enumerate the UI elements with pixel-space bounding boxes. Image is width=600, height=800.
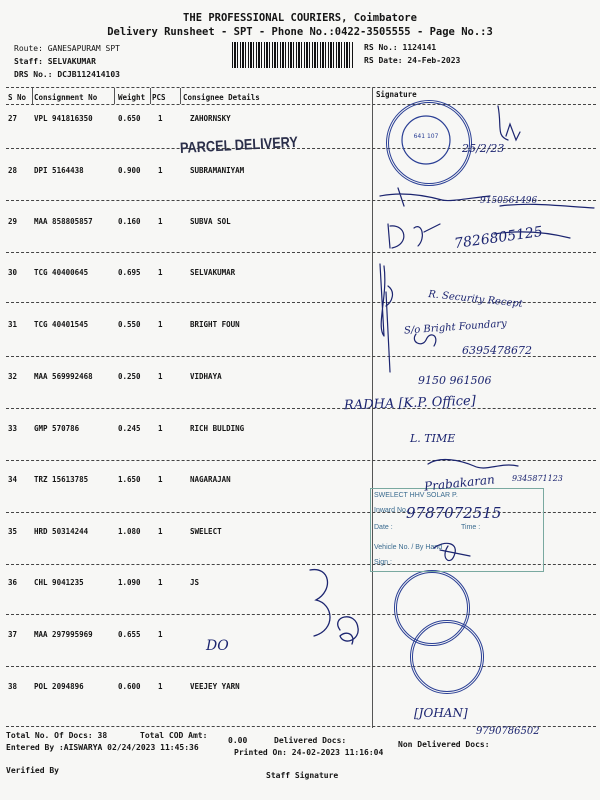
verified-by: Verified By (6, 766, 59, 775)
col-signature: Signature (376, 90, 417, 99)
row-sno: 36 (8, 578, 18, 587)
row-consignment: TRZ 15613785 (34, 475, 89, 484)
table-row (0, 372, 372, 386)
handwritten-date: 25/2/23 (462, 142, 505, 155)
table-row (0, 682, 372, 696)
row-consignment: DPI 5164438 (34, 166, 84, 175)
handwritten-note: R. Security Recept (427, 289, 524, 310)
col-divider (180, 88, 181, 104)
signature-scribble (300, 560, 380, 680)
row-pcs: 1 (158, 372, 163, 381)
handwritten-note: RADHA [K.P. Office] (343, 393, 477, 414)
table-row (0, 320, 372, 334)
row-sno: 32 (8, 372, 18, 381)
row-weight: 0.900 (118, 166, 141, 175)
row-weight: 0.655 (118, 630, 141, 639)
row-pcs: 1 (158, 475, 163, 484)
total-docs: Total No. Of Docs: 38 (6, 731, 108, 740)
total-cod-value: 0.00 (228, 736, 248, 745)
svg-text:641 107: 641 107 (413, 133, 439, 140)
table-row (0, 424, 372, 438)
row-consignee: SELVAKUMAR (190, 268, 236, 277)
row-weight: 0.160 (118, 217, 141, 226)
row-consignment: POL 2094896 (34, 682, 84, 691)
inward-no-label: Inward No. (374, 507, 408, 514)
row-consignment: VPL 941816350 (34, 114, 93, 123)
row-pcs: 1 (158, 578, 163, 587)
row-consignee: JS (190, 578, 200, 587)
company-title: THE PROFESSIONAL COURIERS, Coimbatore (183, 12, 417, 24)
row-weight: 1.080 (118, 527, 141, 536)
row-weight: 1.090 (118, 578, 141, 587)
row-consignee: VIDHAYA (190, 372, 222, 381)
row-pcs: 1 (158, 166, 163, 175)
row-consignee: SWELECT (190, 527, 222, 536)
row-pcs: 1 (158, 268, 163, 277)
row-sno: 34 (8, 475, 18, 484)
col-sno: S No (8, 93, 27, 102)
non-delivered-docs: Non Delivered Docs: (398, 740, 490, 749)
inward-company: SWELECT HHV SOLAR P. (374, 492, 458, 499)
row-consignment: CHL 9041235 (34, 578, 84, 587)
handwritten-phone: 6395478672 (462, 344, 532, 357)
row-consignment: MAA 858805857 (34, 217, 93, 226)
handwritten-phone: 7826805125 (453, 223, 544, 253)
printed-on: Printed On: 24-02-2023 11:16:04 (234, 748, 384, 757)
row-weight: 0.695 (118, 268, 141, 277)
row-consignee: NAGARAJAN (190, 475, 231, 484)
col-consignment: Consignment No (34, 93, 98, 102)
row-pcs: 1 (158, 527, 163, 536)
row-consignee: SUBRAMANIYAM (190, 166, 245, 175)
table-row (0, 475, 372, 489)
inward-sign-label: Sign : (374, 559, 392, 566)
col-divider (32, 88, 33, 104)
route-label: Route: GANESAPURAM SPT (14, 44, 120, 53)
col-divider (114, 88, 115, 104)
signature-scribbles (370, 96, 598, 726)
row-sno: 33 (8, 424, 18, 433)
total-cod-label: Total COD Amt: (140, 731, 208, 740)
table-row (0, 527, 372, 541)
handwritten-note: L. TIME (410, 432, 456, 445)
inward-date-label: Date : (374, 524, 393, 531)
row-consignee: BRIGHT FOUN (190, 320, 240, 329)
drs-number: DRS No.: DCJB112414103 (14, 70, 120, 79)
row-consignment: GMP 570786 (34, 424, 80, 433)
row-pcs: 1 (158, 114, 163, 123)
staff-signature: Staff Signature (266, 771, 339, 780)
row-consignment: HRD 50314244 (34, 527, 89, 536)
row-pcs: 1 (158, 217, 163, 226)
handwritten-phone: 9345871123 (512, 474, 563, 483)
row-weight: 0.600 (118, 682, 141, 691)
staff-label: Staff: SELVAKUMAR (14, 57, 96, 66)
table-row (0, 166, 372, 180)
row-sno: 37 (8, 630, 18, 639)
col-divider (150, 88, 151, 104)
row-sno: 35 (8, 527, 18, 536)
table-row (0, 217, 372, 231)
row-consignee: VEEJEY YARN (190, 682, 240, 691)
barcode (232, 42, 354, 68)
row-pcs: 1 (158, 424, 163, 433)
row-consignment: TCG 40401545 (34, 320, 89, 329)
table-row (0, 268, 372, 282)
row-consignment: TCG 40400645 (34, 268, 89, 277)
row-consignment: MAA 569992468 (34, 372, 93, 381)
row-weight: 1.650 (118, 475, 141, 484)
row-sno: 31 (8, 320, 18, 329)
handwritten-phone: 9790786502 (476, 726, 540, 737)
parcel-delivery-stamp: PARCEL DELIVERY (179, 133, 299, 157)
row-sno: 38 (8, 682, 18, 691)
table-row (0, 114, 372, 128)
row-consignment: MAA 297995969 (34, 630, 93, 639)
row-sno: 29 (8, 217, 18, 226)
runsheet-title: Delivery Runsheet - SPT - Phone No.:0422-3505555 - Page No.:3 (107, 26, 493, 38)
row-weight: 0.650 (118, 114, 141, 123)
row-weight: 0.250 (118, 372, 141, 381)
handwritten-phone: 9150561496 (480, 196, 538, 206)
handwritten-note: DO (206, 638, 229, 654)
entered-by: Entered By :AISWARYA 02/24/2023 11:45:36 (6, 743, 199, 752)
col-consignee: Consignee Details (183, 93, 260, 102)
handwritten-name: [JOHAN] (414, 706, 468, 720)
row-weight: 0.550 (118, 320, 141, 329)
handwritten-phone: 9150 961506 (418, 374, 492, 387)
row-consignee: ZAHORNSKY (190, 114, 231, 123)
row-pcs: 1 (158, 320, 163, 329)
row-sno: 30 (8, 268, 18, 277)
row-pcs: 1 (158, 682, 163, 691)
inward-time-label: Time : (461, 524, 481, 531)
rs-number: RS No.: 1124141 (364, 43, 437, 52)
row-sno: 27 (8, 114, 18, 123)
col-pcs: PCS (152, 93, 166, 102)
header-top-rule (6, 87, 596, 88)
row-weight: 0.245 (118, 424, 141, 433)
inward-vehicle-label: Vehicle No. / By Hand (374, 544, 443, 551)
col-weight: Weight (118, 93, 146, 102)
rs-date: RS Date: 24-Feb-2023 (364, 56, 461, 65)
handwritten-phone: 9787072515 (406, 504, 502, 522)
handwritten-name: Prabakaran (423, 472, 496, 494)
handwritten-note: S/o Bright Foundary (403, 318, 508, 337)
delivered-docs: Delivered Docs: (274, 736, 347, 745)
row-consignee: SUBVA SOL (190, 217, 231, 226)
row-sno: 28 (8, 166, 18, 175)
row-consignee: RICH BULDING (190, 424, 245, 433)
row-pcs: 1 (158, 630, 163, 639)
